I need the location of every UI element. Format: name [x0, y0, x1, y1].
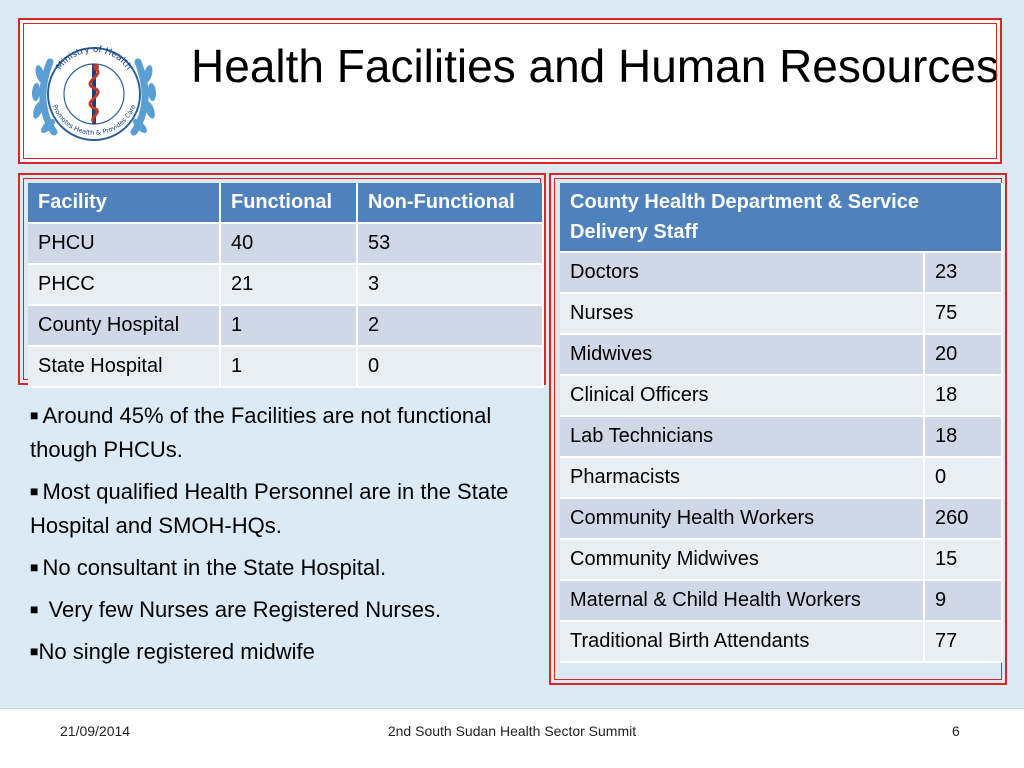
table-cell: PHCC: [28, 264, 220, 305]
table-row: [560, 334, 1002, 375]
table-row: [560, 539, 1002, 580]
table-row: [560, 375, 1002, 416]
title-frame: [18, 18, 1002, 164]
table-row: [28, 305, 543, 346]
square-bullet-icon: ■: [30, 407, 39, 423]
footer-divider: [0, 708, 1024, 709]
table-cell: 1: [220, 346, 357, 387]
column-header: Functional: [220, 183, 357, 223]
table-cell: 0: [357, 346, 543, 387]
table-header-row: [28, 183, 543, 223]
table-cell: 18: [924, 416, 1002, 457]
table-cell: County Hospital: [28, 305, 220, 346]
square-bullet-icon: ■: [30, 483, 39, 499]
table-cell: Nurses: [560, 293, 924, 334]
column-header: County Health Department & Service Delivery Staff: [560, 183, 1002, 252]
table-cell: 18: [924, 375, 1002, 416]
table-row: [560, 457, 1002, 498]
table-header-row: [560, 183, 1002, 252]
svg-text:Promotes Health & Provides Car: Promotes Health & Provides Care: [50, 103, 138, 137]
ministry-of-health-logo: [24, 22, 164, 162]
table-row: [560, 580, 1002, 621]
facility-table: [28, 183, 544, 388]
table-cell: Doctors: [560, 252, 924, 293]
table-cell: 40: [220, 223, 357, 264]
square-bullet-icon: ■: [30, 601, 39, 617]
footer-page-number: 6: [952, 723, 960, 739]
table-cell: 9: [924, 580, 1002, 621]
column-header: Facility: [28, 183, 220, 223]
table-cell: 2: [357, 305, 543, 346]
table-row: [560, 621, 1002, 662]
footer-event: 2nd South Sudan Health Sector Summit: [387, 723, 637, 739]
square-bullet-icon: ■: [30, 559, 39, 575]
table-row: [560, 252, 1002, 293]
table-cell: 75: [924, 293, 1002, 334]
bullet-list: [30, 398, 530, 676]
staff-table: [560, 183, 1003, 663]
table-cell: 260: [924, 498, 1002, 539]
table-row: [560, 293, 1002, 334]
table-cell: Midwives: [560, 334, 924, 375]
table-cell: 21: [220, 264, 357, 305]
column-header: Non-Functional: [357, 183, 543, 223]
svg-text:Ministry of Health: Ministry of Health: [54, 44, 134, 73]
table-cell: 53: [357, 223, 543, 264]
table-row: [28, 346, 543, 387]
table-cell: Community Health Workers: [560, 498, 924, 539]
table-cell: 20: [924, 334, 1002, 375]
bullet-item: ■No single registered midwife: [30, 639, 315, 664]
table-cell: 3: [357, 264, 543, 305]
table-row: [560, 416, 1002, 457]
square-bullet-icon: ■: [30, 643, 39, 659]
table-cell: Lab Technicians: [560, 416, 924, 457]
table-cell: Traditional Birth Attendants: [560, 621, 924, 662]
table-cell: State Hospital: [28, 346, 220, 387]
table-cell: Community Midwives: [560, 539, 924, 580]
bullet-item: ■ Around 45% of the Facilities are not functional though PHCUs.: [30, 403, 492, 462]
table-cell: Maternal & Child Health Workers: [560, 580, 924, 621]
footer-date: 21/09/2014: [60, 723, 131, 739]
table-row: [28, 264, 543, 305]
table-row: [28, 223, 543, 264]
table-cell: 1: [220, 305, 357, 346]
table-cell: 77: [924, 621, 1002, 662]
bullet-item: ■ Very few Nurses are Registered Nurses.: [30, 597, 442, 622]
table-cell: Pharmacists: [560, 457, 924, 498]
table-row: [560, 498, 1002, 539]
table-cell: Clinical Officers: [560, 375, 924, 416]
table-cell: PHCU: [28, 223, 220, 264]
table-cell: 23: [924, 252, 1002, 293]
bullet-item: ■ No consultant in the State Hospital.: [30, 555, 387, 580]
table-cell: 0: [924, 457, 1002, 498]
table-cell: 15: [924, 539, 1002, 580]
slide-title: Health Facilities and Human Resources: [191, 40, 999, 92]
bullet-item: ■ Most qualified Health Personnel are in the State Hospital and SMOH-HQs.: [30, 479, 509, 538]
